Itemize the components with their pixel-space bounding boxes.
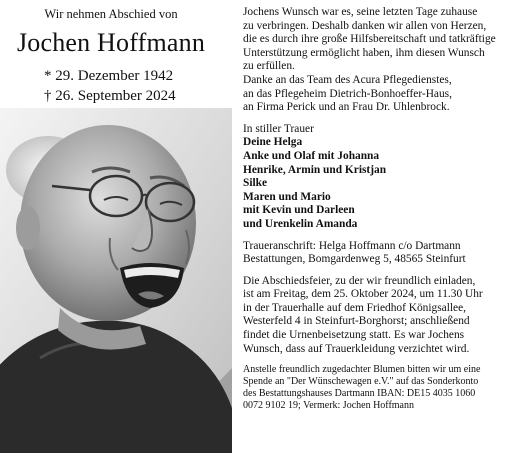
text-line: die es durch ihre große Hilfsbereitschaft und tatkräftige (243, 33, 496, 46)
text-line: Traueranschrift: Helga Hoffmann c/o Dartmann (243, 239, 461, 252)
text-line: an Firma Perick und an Frau Dr. Uhlenbrock. (243, 101, 450, 114)
text-line: Jochens Wunsch war es, seine letzten Tage zuhause (243, 6, 478, 18)
spacer (243, 115, 515, 123)
birth-date: * 29. Dezember 1942 (44, 68, 174, 84)
mourner-line: Silke (243, 177, 268, 190)
text-line: an das Pflegeheim Dietrich-Bonhoeffer-Haus, (243, 87, 452, 100)
text-line: findet die Urnenbeisetzung statt. Es war Jochens (243, 329, 465, 342)
death-date: † 26. September 2024 (44, 88, 176, 104)
wish-paragraph (243, 6, 515, 74)
mourner-line: Deine Helga (243, 136, 303, 149)
deceased-name: Jochen Hoffmann (16, 28, 206, 57)
ceremony-paragraph (243, 275, 515, 357)
right-column (243, 6, 515, 412)
text-line: zu verbringen. Deshalb danken wir allen von Herzen, (243, 19, 487, 32)
text-line: Bestattungen, Bomgardenweg 5, 48565 Steinfurt (243, 253, 466, 266)
text-line: Danke an das Team des Acura Pflegedienstes, (243, 73, 452, 86)
text-line: in der Trauerhalle auf dem Friedhof Königsallee, (243, 301, 467, 314)
text-line: Wunsch, dass auf Trauerkleidung verzichtet wird. (243, 342, 470, 355)
mourner-line: mit Kevin und Darleen (243, 204, 355, 217)
text-line: des Bestattungshauses Dartmann IBAN: DE15 4035 1060 (243, 388, 476, 400)
mourners-list (243, 136, 515, 231)
text-line: 0072 9102 19; Vermerk: Jochen Hoffmann (243, 400, 414, 412)
life-dates (44, 66, 176, 106)
text-line: Westerfeld 4 in Steinfurt-Borghorst; anschließend (243, 315, 470, 328)
portrait-photo (0, 108, 232, 453)
left-column (0, 0, 232, 453)
spacer (243, 356, 515, 364)
text-line: ist am Freitag, dem 25. Oktober 2024, um 11.30 Uhr (243, 288, 483, 301)
thanks-paragraph (243, 74, 515, 115)
text-line: Die Abschiedsfeier, zu der wir freundlich einladen, (243, 274, 476, 287)
donation-paragraph (243, 364, 515, 412)
spacer (243, 267, 515, 275)
mourner-line: Anke und Olaf mit Johanna (243, 149, 380, 162)
text-line: Anstelle freundlich zugedachter Blumen bitten wir um eine (243, 364, 481, 376)
intro-text: Wir nehmen Abschied von (44, 7, 178, 21)
spacer (243, 232, 515, 240)
address-paragraph (243, 240, 515, 267)
text-line: Unterstützung ermöglicht haben, ihm diesen Wunsch (243, 46, 485, 59)
text-line: Spende an "Der Wünschewagen e.V." auf das Sonderkonto (243, 376, 479, 388)
mourner-line: Henrike, Armin und Kristjan (243, 163, 387, 176)
mourning-intro: In stiller Trauer (243, 122, 314, 135)
text-line: zu erfüllen. (243, 60, 295, 73)
mourner-line: Maren und Mario (243, 190, 331, 203)
mourner-line: und Urenkelin Amanda (243, 217, 358, 230)
